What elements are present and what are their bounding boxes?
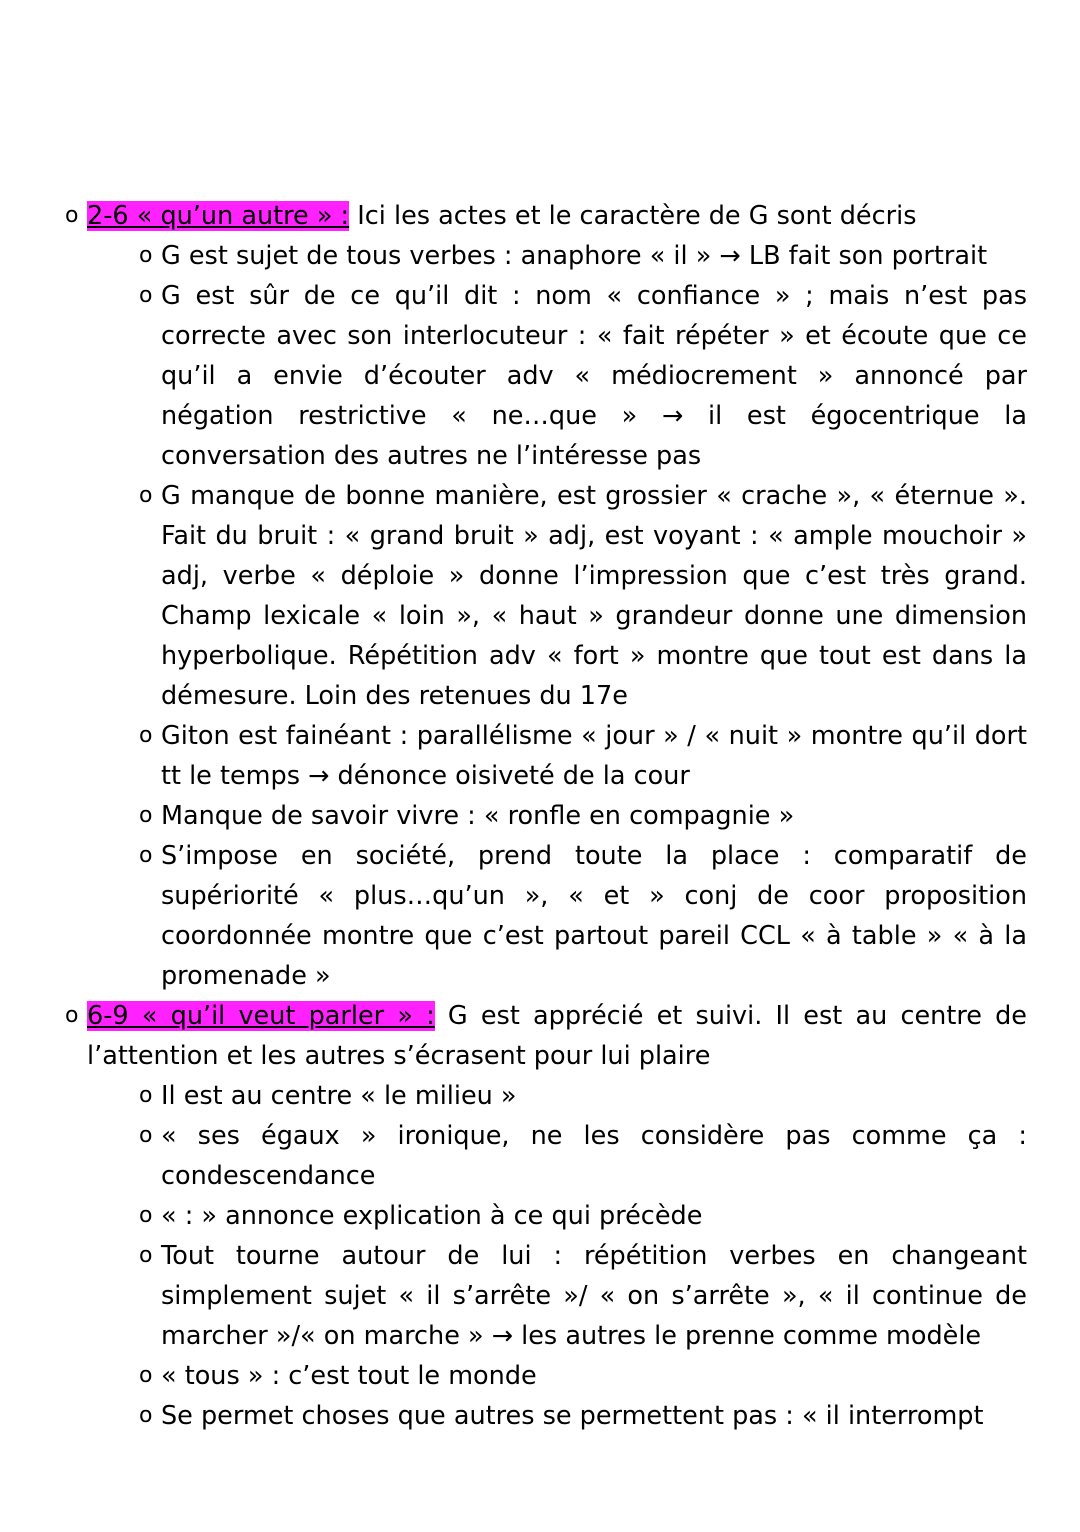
document-page (0, 196, 1080, 1436)
bullet-icon: o (139, 1203, 153, 1228)
list-item: o S’impose en société, prend toute la place : comparatif de supériorité « plus…qu’un », « et » conj de coor proposition coordonnée montre que c’est partout pareil CCL « à table » « à la promenade » (161, 836, 1027, 996)
bullet-icon: o (139, 803, 153, 828)
section-heading-text: Ici les actes et le caractère de G sont décris (349, 201, 917, 231)
section-heading (65, 996, 1027, 1076)
list-item: o Se permet choses que autres se permettent pas : « il interrompt (161, 1396, 1027, 1436)
bullet-icon: o (139, 723, 153, 748)
list-item: o G manque de bonne manière, est grossier « crache », « éternue ». Fait du bruit : « grand bruit » adj, est voyant : « ample mouchoir » adj, verbe « déploie » donne l’impression que c’est très grand. Champ lexicale « loin », « haut » grandeur donne une dimension hyperbolique. Répétition adv « fort » montre que tout est dans la démesure. Loin des retenues du 17e (161, 476, 1027, 716)
bullet-icon: o (139, 1363, 153, 1388)
list-item: o G est sûr de ce qu’il dit : nom « confiance » ; mais n’est pas correcte avec son interlocuteur : « fait répéter » et écoute que ce qu’il a envie d’écouter adv « médiocrement » annoncé par négation restrictive « ne…que » → il est égocentrique la conversation des autres ne l’intéresse pas (161, 276, 1027, 476)
bullet-icon: o (139, 843, 153, 868)
line-reference-highlight: 2-6 « qu’un autre » : (87, 201, 350, 231)
list-item: o Manque de savoir vivre : « ronfle en compagnie » (161, 796, 1027, 836)
list-item: o « ses égaux » ironique, ne les considère pas comme ça : condescendance (161, 1116, 1027, 1196)
bullet-icon: o (139, 1403, 153, 1428)
list-item: o « : » annonce explication à ce qui précède (161, 1196, 1027, 1236)
section-heading (65, 196, 1027, 236)
bullet-icon: o (139, 283, 153, 308)
section-heading-text: G est apprécié et suivi. Il est au centre de l’attention et les autres s’écrasent pour lui plaire (87, 1001, 1027, 1071)
list-item: o Il est au centre « le milieu » (161, 1076, 1027, 1116)
list-item: o « tous » : c’est tout le monde (161, 1356, 1027, 1396)
list-item: o Giton est fainéant : parallélisme « jour » / « nuit » montre qu’il dort tt le temps → dénonce oisiveté de la cour (161, 716, 1027, 796)
bullet-icon: o (139, 483, 153, 508)
line-reference-highlight: 6-9 « qu’il veut parler » : (87, 1001, 435, 1031)
bullet-icon: o (65, 1003, 79, 1028)
bullet-icon: o (139, 1243, 153, 1268)
list-item: o Tout tourne autour de lui : répétition verbes en changeant simplement sujet « il s’arrête »/ « on s’arrête », « il continue de marcher »/« on marche » → les autres le prenne comme modèle (161, 1236, 1027, 1356)
bullet-icon: o (65, 203, 79, 228)
bullet-icon: o (139, 243, 153, 268)
list-item: o G est sujet de tous verbes : anaphore « il » → LB fait son portrait (161, 236, 1027, 276)
bullet-icon: o (139, 1083, 153, 1108)
bullet-icon: o (139, 1123, 153, 1148)
